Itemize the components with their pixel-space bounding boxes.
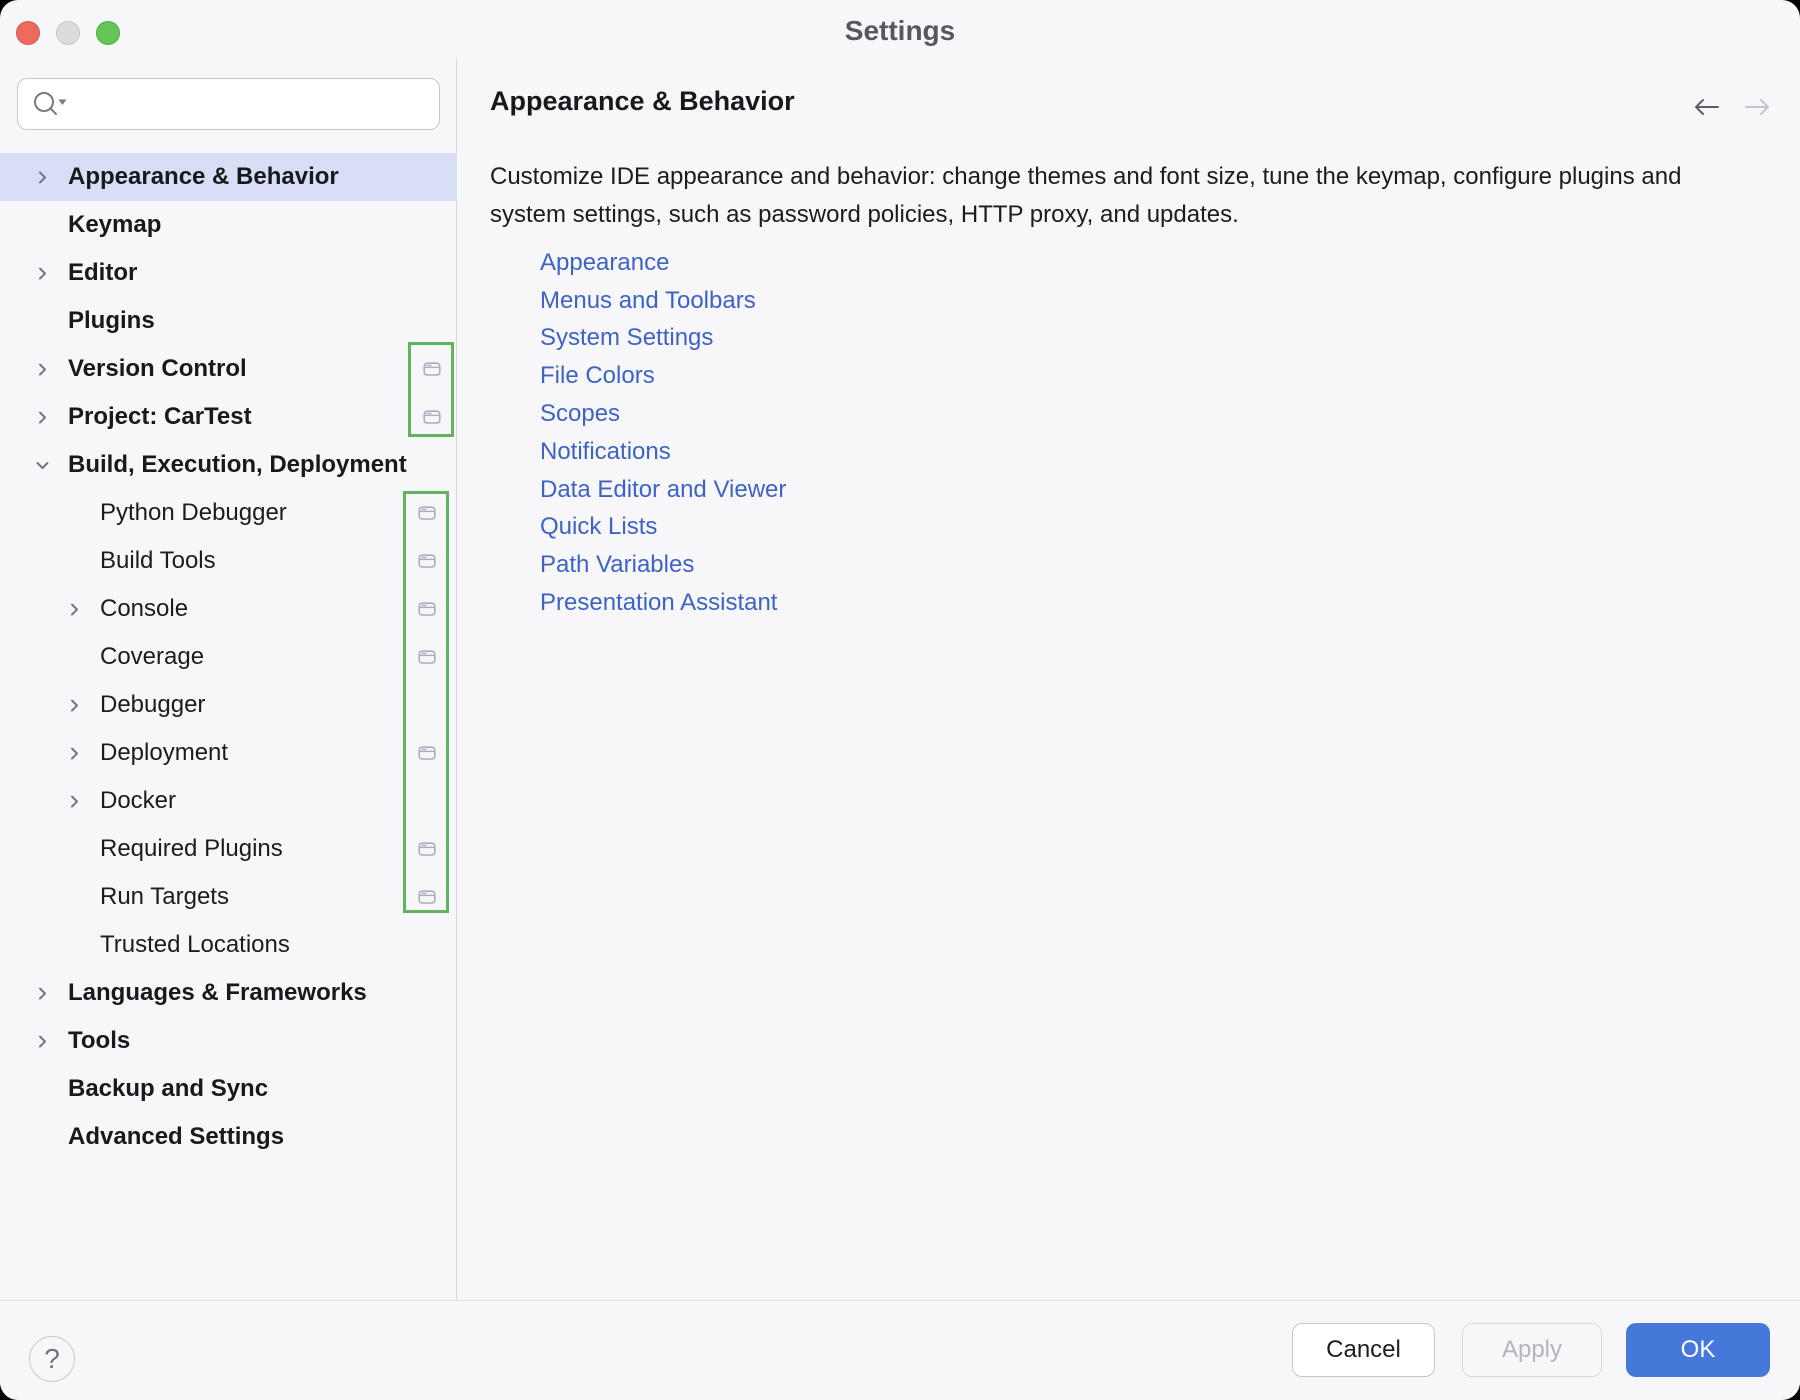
sidebar-item-label: Python Debugger (100, 499, 287, 526)
sidebar-tree-item[interactable] (0, 969, 457, 1017)
window-title: Settings (844, 15, 956, 46)
sidebar-item-label: Build, Execution, Deployment (68, 451, 407, 478)
chevron-icon[interactable] (30, 165, 54, 189)
back-arrow-icon[interactable] (1692, 97, 1720, 117)
chevron-icon[interactable] (62, 789, 86, 813)
ide-settings-marker-icon (418, 745, 436, 761)
chevron-icon[interactable] (30, 1029, 54, 1053)
cancel-button[interactable]: Cancel (1292, 1323, 1435, 1377)
chevron-icon[interactable] (30, 405, 54, 429)
chevron-icon (62, 837, 86, 861)
chevron-icon[interactable] (62, 693, 86, 717)
sidebar-item-label: Build Tools (100, 547, 216, 574)
sidebar-item-label: Tools (68, 1027, 131, 1054)
ide-settings-marker-icon (423, 361, 441, 377)
description-line-2: system settings, such as password policies, HTTP proxy, and updates. (490, 201, 1239, 228)
sidebar-tree-item[interactable] (0, 873, 457, 921)
settings-link[interactable]: Menus and Toolbars (540, 286, 756, 314)
sidebar-item-label: Backup and Sync (68, 1075, 269, 1102)
sidebar-item-label: Version Control (68, 355, 247, 382)
sidebar-tree-item[interactable] (0, 825, 457, 873)
sidebar-item-label: Project: CarTest (68, 403, 252, 430)
sidebar-tree-item[interactable] (0, 441, 457, 489)
ide-settings-marker-icon (418, 649, 436, 665)
settings-content (458, 58, 1800, 1301)
sidebar-tree-item[interactable] (0, 777, 457, 825)
page-title: Appearance & Behavior (490, 86, 795, 116)
sidebar-item-label: Languages & Frameworks (68, 979, 367, 1006)
chevron-icon (62, 501, 86, 525)
sidebar-item-label: Required Plugins (100, 835, 283, 862)
sidebar-tree-item[interactable] (0, 1113, 457, 1161)
help-icon[interactable]: ? (29, 1336, 75, 1382)
sidebar-item-label: Editor (68, 259, 138, 286)
chevron-icon (30, 1077, 54, 1101)
chevron-icon (30, 309, 54, 333)
sidebar-item-label: Debugger (100, 691, 206, 718)
chevron-icon (30, 1125, 54, 1149)
chevron-icon[interactable] (62, 597, 86, 621)
sidebar-tree-item[interactable] (0, 1065, 457, 1113)
search-input[interactable] (77, 89, 439, 119)
chevron-icon (30, 213, 54, 237)
settings-link[interactable]: Data Editor and Viewer (540, 475, 787, 503)
sidebar-item-label: Keymap (68, 211, 162, 238)
ide-settings-marker-icon (418, 889, 436, 905)
sidebar-item-label: Advanced Settings (68, 1123, 285, 1150)
sidebar-item-label: Trusted Locations (100, 931, 290, 958)
chevron-icon (62, 549, 86, 573)
settings-link[interactable]: Appearance (540, 248, 670, 276)
chevron-icon (62, 885, 86, 909)
dialog-footer (0, 1300, 1800, 1400)
chevron-icon[interactable] (30, 981, 54, 1005)
page-description (490, 158, 1681, 234)
ide-settings-marker-icon (418, 505, 436, 521)
titlebar (0, 0, 1800, 58)
settings-link[interactable]: Quick Lists (540, 513, 658, 541)
search-icon[interactable] (31, 89, 71, 119)
settings-sidebar (0, 58, 457, 1301)
sidebar-item-label: Plugins (68, 307, 155, 334)
sidebar-tree-item[interactable] (0, 729, 457, 777)
ok-button[interactable]: OK (1626, 1323, 1770, 1377)
settings-link[interactable]: Presentation Assistant (540, 589, 778, 617)
forward-arrow-icon (1744, 97, 1772, 117)
sidebar-item-label: Deployment (100, 739, 229, 766)
sidebar-tree-item[interactable] (0, 489, 457, 537)
sidebar-tree-item[interactable] (0, 153, 457, 201)
sidebar-tree-item[interactable] (0, 585, 457, 633)
sidebar-item-label: Docker (100, 787, 177, 814)
sidebar-item-label: Appearance & Behavior (68, 163, 339, 190)
sidebar-item-label: Coverage (100, 643, 205, 670)
chevron-icon[interactable] (30, 453, 54, 477)
sidebar-tree-item[interactable] (0, 297, 457, 345)
sidebar-tree-item[interactable] (0, 921, 457, 969)
sidebar-tree-item[interactable] (0, 345, 457, 393)
ide-settings-marker-icon (418, 601, 436, 617)
sidebar-tree-item[interactable] (0, 393, 457, 441)
settings-link[interactable]: File Colors (540, 362, 655, 390)
sidebar-item-label: Console (100, 595, 189, 622)
settings-link[interactable]: Notifications (540, 437, 671, 465)
description-line-1: Customize IDE appearance and behavior: change themes and font size, tune the keymap, configure plugins and (490, 163, 1682, 190)
sidebar-tree-item[interactable] (0, 681, 457, 729)
ide-settings-marker-icon (423, 409, 441, 425)
chevron-icon (62, 933, 86, 957)
ide-settings-marker-icon (418, 553, 436, 569)
settings-search-box[interactable] (17, 78, 440, 130)
sidebar-tree-item[interactable] (0, 1017, 457, 1065)
settings-link[interactable]: Path Variables (540, 551, 695, 579)
chevron-icon[interactable] (30, 261, 54, 285)
settings-link[interactable]: System Settings (540, 324, 714, 352)
apply-button[interactable]: Apply (1462, 1323, 1602, 1377)
chevron-icon[interactable] (30, 357, 54, 381)
sidebar-tree-item[interactable] (0, 537, 457, 585)
sidebar-tree-item[interactable] (0, 633, 457, 681)
sidebar-tree-item[interactable] (0, 201, 457, 249)
sidebar-tree-item[interactable] (0, 249, 457, 297)
chevron-icon (62, 645, 86, 669)
sidebar-item-label: Run Targets (100, 883, 229, 910)
settings-link[interactable]: Scopes (540, 400, 621, 428)
settings-tree (0, 153, 457, 1161)
history-navigation (1692, 97, 1772, 117)
chevron-icon[interactable] (62, 741, 86, 765)
ide-settings-marker-icon (418, 841, 436, 857)
child-settings-links (540, 244, 786, 622)
